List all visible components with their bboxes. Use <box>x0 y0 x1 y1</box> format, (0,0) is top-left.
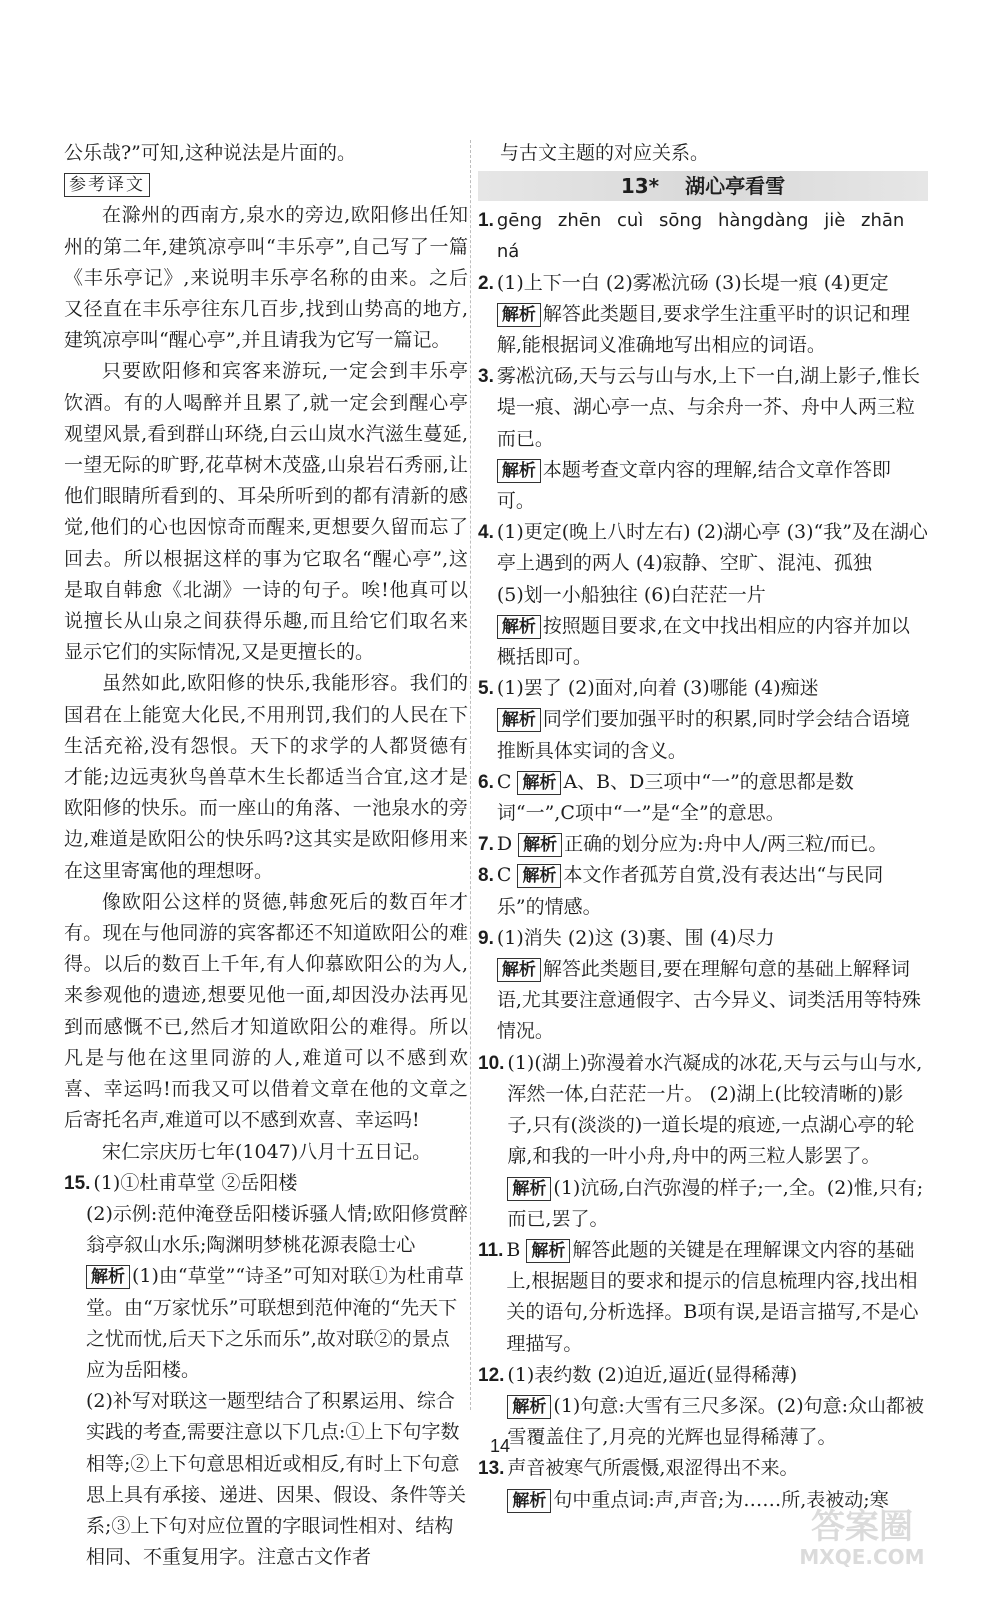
question-9 <box>478 923 928 1048</box>
analysis-tag: 解析 <box>497 303 541 327</box>
section-number: 13* <box>620 173 660 198</box>
analysis-text: 本题考查文章内容的理解,结合文章作答即可。 <box>496 458 891 513</box>
paragraph: 在滁州的西南方,泉水的旁边,欧阳修出任知州的第二年,建筑凉亭叫“丰乐亭”,自己写了一篇《丰乐亭记》,来说明丰乐亭名称的由来。之后又径直在丰乐亭往东几百步,找到山势高的地方,建筑凉亭叫“醒心亭”,并且请我为它写一篇记。 <box>64 204 468 352</box>
analysis-text: 同学们要加强平时的积累,同时学会结合语境推断具体实词的含义。 <box>496 708 910 762</box>
paragraph: 公乐哉?”可知,这种说法是片面的。 <box>64 142 356 164</box>
question-number: 11. <box>478 1239 504 1261</box>
question-number: 5. <box>478 678 494 700</box>
analysis-tag: 解析 <box>497 708 541 732</box>
analysis-tag: 解析 <box>86 1265 130 1289</box>
question-number: 2. <box>478 272 494 294</box>
analysis-text: 解答此类题目,要求学生注重平时的识记和理解,能根据词义准确地写出相应的词语。 <box>496 302 910 357</box>
analysis-text: 解答此题的关键是在理解课文内容的基础上,根据题目的要求和提示的信息梳理内容,找出相关的语句,分析选择。B项有误,是语言描写,不是心理描写。 <box>506 1238 919 1355</box>
ref-translation-tag: 参考译文 <box>64 173 150 197</box>
answer-text: (1)上下一白 (2)雾凇沆砀 (3)长堤一痕 (4)更定 <box>496 271 889 294</box>
question-11 <box>478 1235 928 1360</box>
watermark-line1: 答案圈 <box>811 1507 913 1547</box>
answer-line: (1)①杜甫草堂 ②岳阳楼 <box>93 1171 298 1194</box>
question-number: 12. <box>478 1364 505 1386</box>
answer-text: gēng zhēn cuì sōng hàngdàng jiè zhān ná <box>496 210 905 263</box>
question-8 <box>478 860 928 922</box>
analysis-text: (1)由“草堂”“诗圣”可知对联①为杜甫草堂。由“万家忧乐”可联想到范仲淹的“先天下之忧而忧,后天下之乐而乐”,故对联②的景点应为岳阳楼。 <box>86 1265 464 1381</box>
paragraph: 虽然如此,欧阳修的快乐,我能形容。我们的国君在上能宽大化民,不用刑罚,我们的人民在下生活充裕,没有怨恨。天下的求学的人都贤德有才能;边远夷狄鸟兽草木生长都适当合宜,这才是欧阳修的快乐。而一座山的角落、一池泉水的旁边,难道是欧阳公的快乐吗?这其实是欧阳修用来在这里寄寓他的理想呀。 <box>64 672 468 882</box>
analysis-text: 本文作者孤芳自赏,没有表达出“与民同乐”的情感。 <box>496 864 884 918</box>
page-number: 14 <box>489 1436 511 1456</box>
answer-text: (1)更定(晚上八时左右) (2)湖心亭 (3)“我”及在湖心亭上遇到的两人 (4)寂静、空旷、混沌、孤独 <box>496 521 928 575</box>
analysis-text: A、B、D三项中“一”的意思都是数词“一”,C项中“一”是“全”的意思。 <box>496 770 854 825</box>
answer-text: (1)表约数 (2)迫近,逼近(显得稀薄) <box>507 1363 798 1386</box>
analysis-tag: 解析 <box>497 958 541 982</box>
analysis-tag: 解析 <box>507 1395 551 1419</box>
question-number: 10. <box>478 1052 505 1074</box>
question-number: 15. <box>64 1172 91 1194</box>
question-6 <box>478 767 928 829</box>
analysis-text: (2)补写对联这一题型结合了积累运用、综合实践的考查,需要注意以下几点:①上下句字数相等;②上下句意思相近或相反,有时上下句意思上具有承接、递进、因果、假设、条件等关系;③上下句对应位置的字眼词性相对、结构相同、不重复用字。注意古文作者 <box>86 1390 467 1569</box>
answer-text: 雾凇沆砀,天与云与山与水,上下一白,湖上影子,惟长堤一痕、湖心亭一点、与余舟一芥、舟中人两三粒而已。 <box>496 365 921 450</box>
answer-text: (1)消失 (2)这 (3)裹、围 (4)尽力 <box>496 926 775 949</box>
answer-text: C <box>496 770 518 793</box>
analysis-tag: 解析 <box>518 833 562 857</box>
question-number: 13. <box>478 1458 505 1480</box>
answer-line: (2)示例:范仲淹登岳阳楼诉骚人情;欧阳修赏醉翁亭叙山水乐;陶渊明梦桃花源表隐士心 <box>86 1202 468 1257</box>
analysis-tag: 解析 <box>507 1489 551 1513</box>
question-1 <box>478 205 928 267</box>
analysis-tag: 解析 <box>497 615 541 639</box>
question-number: 7. <box>478 834 494 856</box>
analysis-text: (1)沆砀,白汽弥漫的样子;一,全。(2)惟,只有;而已,罢了。 <box>507 1176 924 1230</box>
analysis-text: 句中重点词:声,声音;为……所,表被动;寒 <box>553 1488 889 1511</box>
question-number: 4. <box>478 522 494 544</box>
paragraph: 只要欧阳修和宾客来游玩,一定会到丰乐亭饮酒。有的人喝醉并且累了,就一定会到醒心亭观望风景,看到群山环绕,白云山岚水汽滋生蔓延,一望无际的旷野,花草树木茂盛,山泉岩石秀丽,让他们眼睛所看到的、耳朵所听到的都有清新的感觉,他们的心也因惊奇而醒来,更想要久留而忘了回去。所以根据这样的事为它取名“醒心亭”,这是取自韩愈《北湖》一诗的句子。唉!他真可以说擅长从山泉之间获得乐趣,而且给它们取名来显示它们的实际情况,又是更擅长的。 <box>64 360 468 664</box>
paragraph: 与古文主题的对应关系。 <box>500 142 710 164</box>
analysis-text: 解答此类题目,要在理解句意的基础上解释词语,尤其要注意通假字、古今异义、词类活用等特殊情况。 <box>496 958 921 1043</box>
question-number: 8. <box>478 865 494 887</box>
analysis-tag: 解析 <box>497 459 541 483</box>
answer-text: C <box>496 864 518 887</box>
answer-text: D <box>496 833 519 856</box>
left-column <box>64 138 468 1573</box>
analysis-text: 正确的划分应为:舟中人/两三粒/而已。 <box>564 833 888 856</box>
question-number: 9. <box>478 927 494 949</box>
analysis-tag: 解析 <box>517 864 561 888</box>
question-15 <box>64 1168 468 1199</box>
answer-text: (1)罢了 (2)面对,向着 (3)哪能 (4)痴迷 <box>496 677 819 700</box>
column-divider <box>470 140 471 1410</box>
answer-text: (1)(湖上)弥漫着水汽凝成的冰花,天与云与山与水,浑然一体,白茫茫一片。 (2)湖上(比较清晰的)影子,只有(淡淡的)一道长堤的痕迹,一点湖心亭的轮廓,和我的一叶小舟,舟中的两三粒人影罢了。 <box>507 1051 923 1168</box>
watermark-line2: MXQE.COM <box>799 1545 925 1569</box>
question-number: 3. <box>478 366 494 388</box>
right-column <box>478 138 928 1516</box>
question-2 <box>478 268 928 362</box>
answer-text: (5)划一小船独往 (6)白茫茫一片 <box>496 583 766 606</box>
answer-text: B <box>506 1238 527 1261</box>
question-5 <box>478 673 928 767</box>
paragraph: 像欧阳公这样的贤德,韩愈死后的数百年才有。现在与他同游的宾客都还不知道欧阳公的难得。以后的数百上千年,有人仰慕欧阳公的为人,来参观他的遗迹,想要见他一面,却因没办法再见到而感慨不已,然后才知道欧阳公的难得。所以凡是与他在这里同游的人,难道可以不感到欢喜、幸运吗!而我又可以借着文章在他的文章之后寄托名声,难道可以不感到欢喜、幸运吗! <box>64 890 468 1132</box>
analysis-tag: 解析 <box>517 771 561 795</box>
paragraph: 宋仁宗庆历七年(1047)八月十五日记。 <box>102 1140 432 1163</box>
answer-text: 声音被寒气所震慑,艰涩得出不来。 <box>507 1457 799 1480</box>
analysis-text: 按照题目要求,在文中找出相应的内容并加以概括即可。 <box>496 614 910 669</box>
question-3 <box>478 361 928 517</box>
question-number: 1. <box>478 210 494 232</box>
question-number: 6. <box>478 771 494 793</box>
analysis-tag: 解析 <box>507 1177 551 1201</box>
analysis-tag: 解析 <box>526 1239 570 1263</box>
section-title-bar <box>478 171 928 201</box>
question-10 <box>478 1048 928 1235</box>
watermark-logo <box>762 1500 962 1570</box>
analysis-text: (1)句意:大雪有三尺多深。(2)句意:众山都被雪覆盖住了,月亮的光辉也显得稀薄了。 <box>507 1394 925 1449</box>
question-4 <box>478 517 928 673</box>
question-7 <box>478 829 928 860</box>
section-title: 湖心亭看雪 <box>685 173 786 198</box>
